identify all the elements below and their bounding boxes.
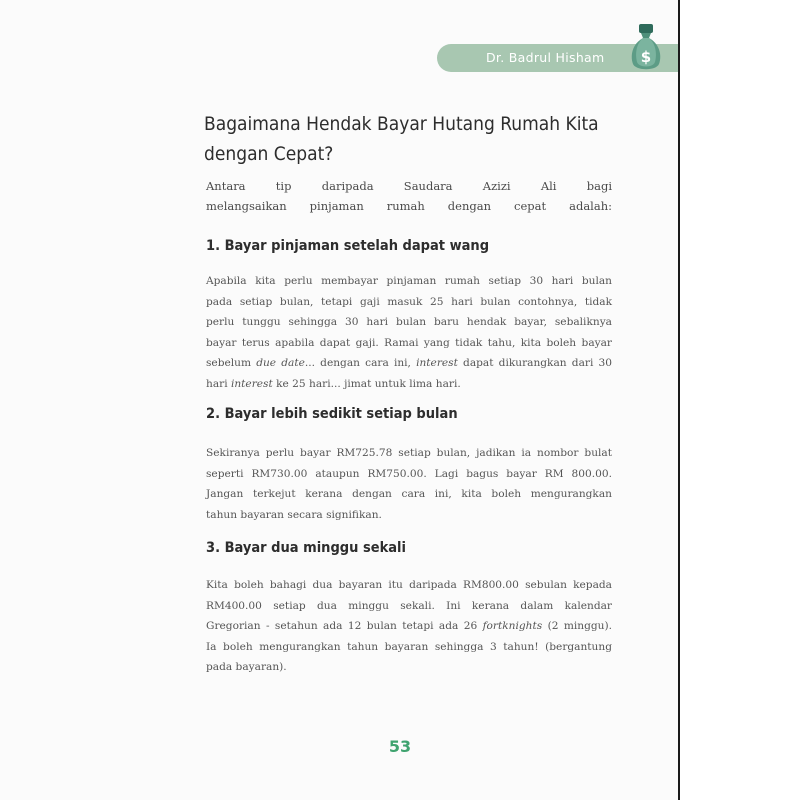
- italic-term: interest: [416, 357, 458, 369]
- paragraph-line: tahun bayaran secara signifikan.: [206, 508, 382, 521]
- section-paragraph-1: [206, 271, 612, 394]
- page-number: 53: [388, 737, 412, 756]
- paragraph-line: [206, 374, 612, 395]
- italic-term: due date: [256, 357, 305, 369]
- paragraph-line: pada setiap bulan, tetapi gaji masuk 25 hari bulan contohnya, tidak: [206, 295, 612, 308]
- text-run: Gregorian - setahun ada 12 bulan tetapi ada 26: [206, 620, 483, 632]
- section-paragraph-2: [206, 443, 612, 525]
- paragraph-line: RM400.00 setiap dua minggu sekali. Ini kerana dalam kalendar: [206, 599, 612, 612]
- svg-text:$: $: [640, 48, 652, 66]
- paragraph-line: Ia boleh mengurangkan tahun bayaran sehingga 3 tahun! (bergantung: [206, 640, 612, 653]
- paragraph-line: Jangan terkejut kerana dengan cara ini, kita boleh mengurangkan: [206, 488, 612, 500]
- section-heading-2: 2. Bayar lebih sedikit setiap bulan: [206, 406, 458, 422]
- text-run: sebelum: [206, 357, 257, 369]
- italic-term: fortknights: [482, 620, 543, 632]
- text-run: (2 minggu).: [542, 620, 612, 632]
- paragraph-line: seperti RM730.00 ataupun RM750.00. Lagi bagus bayar RM 800.00.: [206, 467, 612, 480]
- paragraph-line: perlu tunggu sehingga 30 hari bulan baru hendak bayar, sebaliknya: [206, 316, 612, 328]
- italic-term: interest: [230, 377, 273, 390]
- paragraph-line: pada bayaran).: [206, 661, 287, 673]
- section-paragraph-3: [206, 575, 612, 678]
- page-edge-divider: [678, 0, 680, 800]
- paragraph-line: Apabila kita perlu membayar pinjaman rumah setiap 30 hari bulan: [206, 275, 612, 287]
- intro-line: melangsaikan pinjaman rumah dengan cepat adalah:: [206, 199, 612, 213]
- page-title-line: Bagaimana Hendak Bayar Hutang Rumah Kita: [204, 113, 599, 135]
- paragraph-line: Kita boleh bahagi dua bayaran itu daripada RM800.00 sebulan kepada: [206, 579, 612, 591]
- paragraph-line: Sekiranya perlu bayar RM725.78 setiap bulan, jadikan ia nombor bulat: [206, 447, 612, 459]
- paragraph-line: bayar terus apabila dapat gaji. Ramai yang tidak tahu, kita boleh bayar: [206, 336, 612, 349]
- running-header-author: Dr. Badrul Hisham: [486, 50, 605, 65]
- intro-paragraph: [206, 176, 612, 216]
- section-heading-1: 1. Bayar pinjaman setelah dapat wang: [206, 238, 490, 254]
- paragraph-line: [206, 616, 612, 637]
- text-run: ... dengan cara ini,: [304, 357, 417, 369]
- text-run: hari: [206, 377, 231, 390]
- text-run: dapat dikurangkan dari 30: [457, 357, 613, 369]
- page-title-line: dengan Cepat?: [204, 143, 334, 165]
- text-run: ke 25 hari... jimat untuk lima hari.: [272, 377, 461, 390]
- paragraph-line: [206, 353, 612, 374]
- intro-line: Antara tip daripada Saudara Azizi Ali bagi: [206, 179, 612, 193]
- page-title: [204, 109, 624, 169]
- money-bag-icon: [628, 22, 664, 74]
- section-heading-3: 3. Bayar dua minggu sekali: [206, 540, 406, 556]
